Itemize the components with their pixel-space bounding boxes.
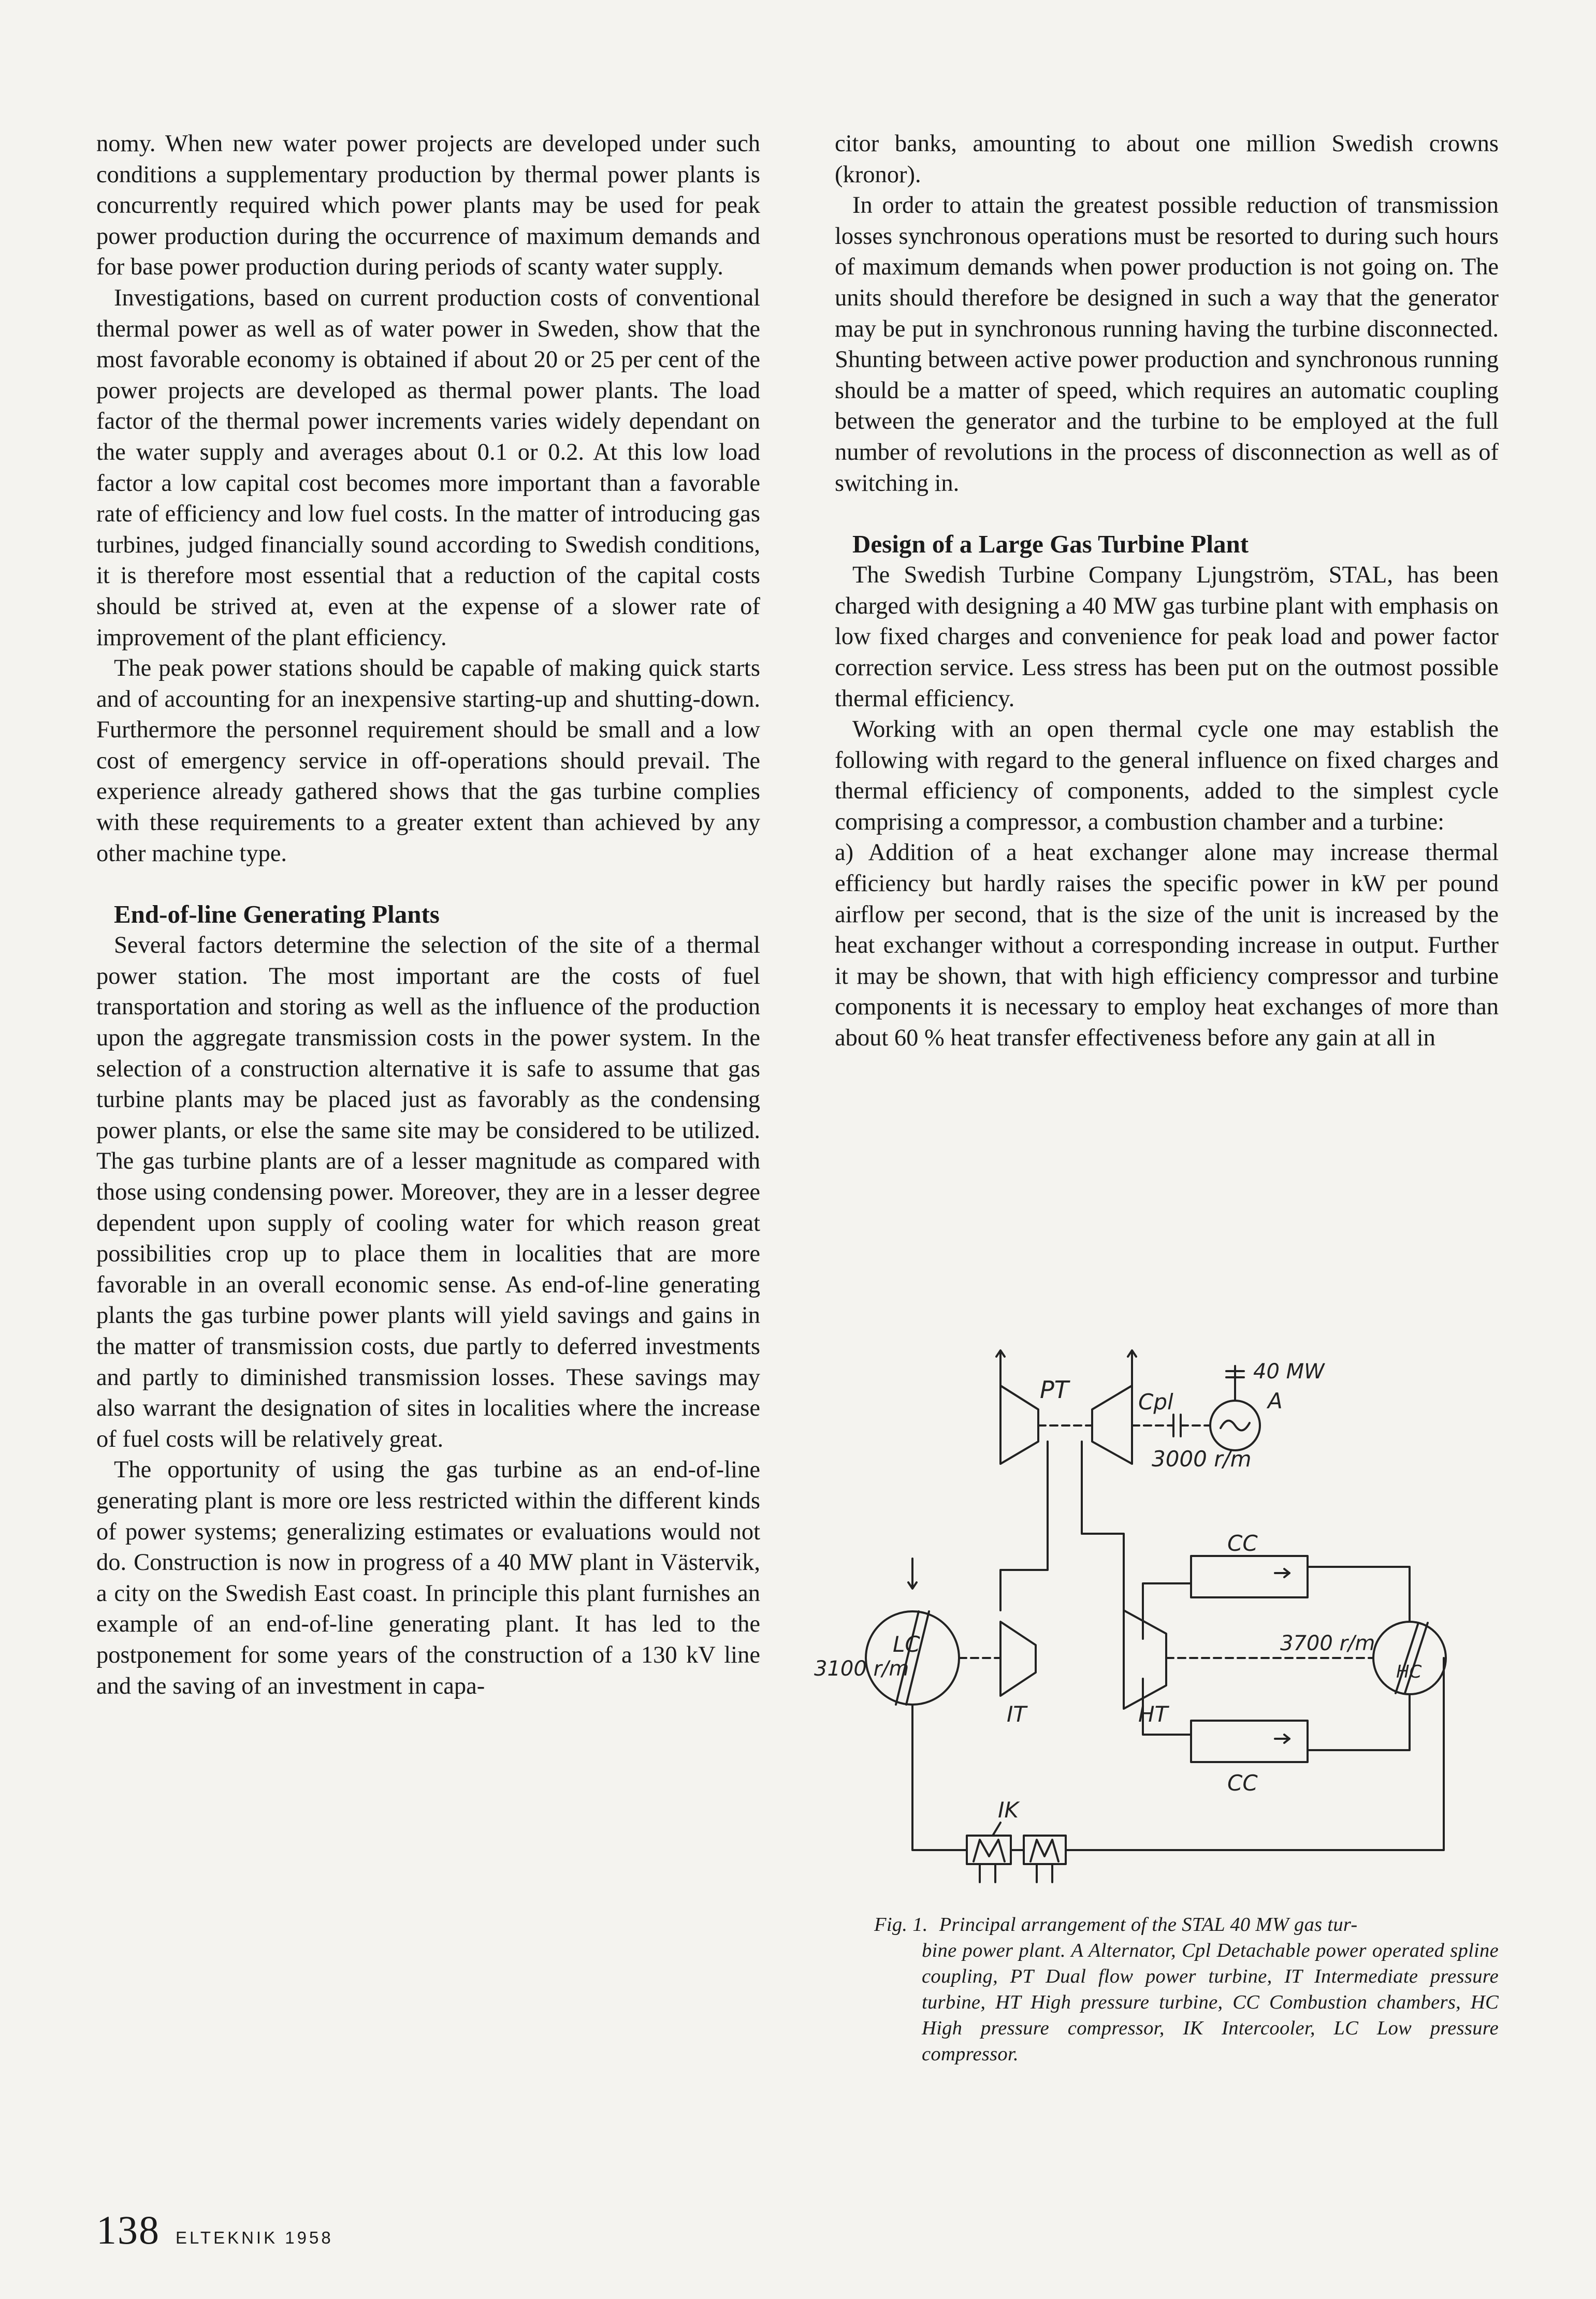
generator-ac-symbol — [1221, 1421, 1250, 1431]
label-cc-bottom: CC — [1227, 1770, 1258, 1796]
hc-blade-1 — [1396, 1623, 1418, 1693]
caption-body: bine power plant. A Alternator, Cpl Detachable power operated spline coupling, PT Dual flow power turbine, IT Intermediate pressure turbine, HT High pressure turbine, CC Combustion chambers, HC High pressure compressor, IK Intercooler, LC Low pressure compressor. — [922, 1940, 1499, 2065]
exhaust-arrow-left — [996, 1350, 1005, 1386]
section-heading-end-of-line: End-of-line Generating Plants — [114, 900, 440, 929]
journal-name: ELTEKNIK 1958 — [176, 2228, 333, 2247]
label-lc: LC — [893, 1632, 920, 1657]
label-3000rpm: 3000 r/m — [1152, 1446, 1252, 1472]
figure-caption — [874, 1912, 1499, 2067]
label-it: IT — [1007, 1701, 1027, 1727]
page-footer — [96, 2207, 333, 2253]
lc-blade-2 — [906, 1611, 929, 1705]
label-ik: IK — [998, 1797, 1019, 1823]
combustion-chamber-top — [1191, 1556, 1308, 1597]
hc-blade-2 — [1405, 1623, 1428, 1693]
power-turbine-left-shape — [1000, 1386, 1038, 1464]
right-paragraph-3: The Swedish Turbine Company Ljungström, STAL, has been charged with designing a 40 MW gas turbine plant with emphasis on low fixed charges and convenience for peak load and power factor correction service. Less stress has been put on the outmost possible thermal efficiency. — [835, 562, 1499, 712]
figure-gas-turbine-diagram — [814, 1341, 1499, 1895]
power-turbine-right-shape — [1092, 1386, 1132, 1464]
label-40mw: 40 MW — [1253, 1360, 1325, 1384]
label-3100rpm: 3100 r/m — [814, 1657, 909, 1681]
right-paragraph-2: In order to attain the greatest possible reduction of transmission losses synchronous operations must be resorted to during such hours of maximum demands when power production is not going on. The units should therefore be designed in such a way that the generator may be put in synchronous running having the turbine disconnected. Shunting between active power production and synchronous running should be a matter of speed, which requires an automatic coupling between the generator and the turbine to be employed at the full number of revolutions in the process of disconnection as well as of switching in. — [835, 192, 1499, 497]
right-column — [835, 128, 1499, 1054]
right-paragraph-1: citor banks, amounting to about one million Swedish crowns (kronor). — [835, 130, 1499, 188]
hc-compressor-circle — [1373, 1622, 1446, 1694]
left-paragraph-4: Several factors determine the selection of the site of a thermal power station. The most important are the costs of fuel transportation and storing as well as the influence of the production upon the aggregate transmission costs in the power system. In the selection of a construction alternative it is safe to assume that gas turbine plants may be placed just as favorably as the condensing power plants, or else the same site may be considered to be utilized. The gas turbine plants are of a lesser magnitude as compared with those using condensing power. Moreover, they are in a lesser degree dependent upon supply of cooling water for which reason great possibilities crop up to place them in localities that are more favorable in an overall economic sense. As end-of-line generating plants the gas turbine power plants will yield savings and gains in the matter of transmission costs, due partly to deferred investments and partly to diminished transmission losses. These savings may also warrant the designation of sites in localities where the increase of fuel costs will be relatively great. — [96, 932, 760, 1452]
exhaust-arrow-right — [1128, 1350, 1136, 1386]
caption-label: Fig. 1. — [874, 1914, 928, 1936]
label-hc: HC — [1396, 1662, 1422, 1682]
label-alternator: A — [1268, 1388, 1283, 1414]
caption-first-line: Principal arrangement of the STAL 40 MW gas tur- — [939, 1914, 1358, 1936]
left-paragraph-5: The opportunity of using the gas turbine as an end-of-line generating plant is more ore less restricted within the different kinds of power systems; generalizing estimates or evaluations would not do. Construction is now in progress of a 40 MW plant in Västervik, a city on the Swedish East coast. In principle this plant furnishes an example of an end-of-line generating plant. It has led to the postponement for some years of the construction of a 130 kV line and the saving of an investment in capa- — [96, 1457, 760, 1699]
label-ht: HT — [1138, 1701, 1168, 1727]
intercooler-right-coil — [1031, 1840, 1058, 1861]
ik-leader-line — [993, 1823, 1000, 1836]
gas-path-pt-to-it-right — [1082, 1442, 1124, 1610]
right-paragraph-4: Working with an open thermal cycle one may establish the following with regard to the general influence on fixed charges and thermal efficiency of components, added to the simplest cycle comprising a compressor, a combustion chamber and a turbine: — [835, 716, 1499, 835]
duct-lc-to-ik — [912, 1705, 967, 1850]
diagram-svg — [814, 1341, 1499, 1895]
label-pt: PT — [1040, 1376, 1069, 1404]
it-turbine-shape — [1000, 1622, 1036, 1696]
right-paragraph-item-a: a) Addition of a heat exchanger alone may increase thermal efficiency but hardly raises the specific power in kW per pound airflow per second, that is the size of the unit is increased by the heat exchanger without a corresponding increase in output. Further it may be shown, that with high efficiency compressor and turbine components it is necessary to employ heat exchanges of more than about 60 % heat transfer effectiveness before any gain at all in — [835, 839, 1499, 1052]
combustion-chamber-bottom — [1191, 1721, 1308, 1762]
label-cpl: Cpl — [1138, 1389, 1173, 1415]
page-number: 138 — [96, 2207, 160, 2252]
air-inlet-arrow — [908, 1559, 917, 1589]
label-cc-top: CC — [1227, 1531, 1258, 1556]
gas-path-pt-to-it-left — [1000, 1442, 1048, 1610]
duct-hc-to-cc-bottom — [1308, 1694, 1410, 1750]
left-paragraph-2: Investigations, based on current production costs of conventional thermal power as well as of water power in Sweden, show that the most favorable economy is obtained if about 20 or 25 per cent of the power projects are developed as thermal power plants. The load factor of the thermal power increments varies widely dependant on the water supply and averages about 0.1 or 0.2. At this low load factor a low capital cost becomes more important than a favorable rate of efficiency and low fuel costs. In the matter of introducing gas turbines, judged financially sound according to Swedish conditions, it is therefore most essential that a reduction of the capital costs should be strived at, even at the expense of a slower rate of improvement of the plant efficiency. — [96, 284, 760, 651]
left-paragraph-1: nomy. When new water power projects are developed under such conditions a supplementary production by thermal power plants is concurrently required which power plants may be used for peak power production during the occurrence of maximum demands and for base power production during periods of scanty water supply. — [96, 130, 760, 281]
left-column — [96, 128, 760, 1701]
duct-cc-top-to-ht — [1143, 1583, 1191, 1639]
ht-turbine-shape — [1124, 1610, 1166, 1709]
intercooler-left-coil — [974, 1840, 1005, 1861]
left-paragraph-3: The peak power stations should be capable of making quick starts and of accounting for an inexpensive starting-up and shutting-down. Furthermore the personnel requirement should be small and a low cost of emergency service in off-operations should prevail. The experience already gathered shows that the gas turbine complies with these requirements to a greater extent than achieved by any other machine type. — [96, 655, 760, 867]
duct-hc-to-cc-top — [1308, 1567, 1410, 1622]
label-3700rpm: 3700 r/m — [1280, 1632, 1375, 1655]
section-heading-design: Design of a Large Gas Turbine Plant — [852, 530, 1249, 559]
